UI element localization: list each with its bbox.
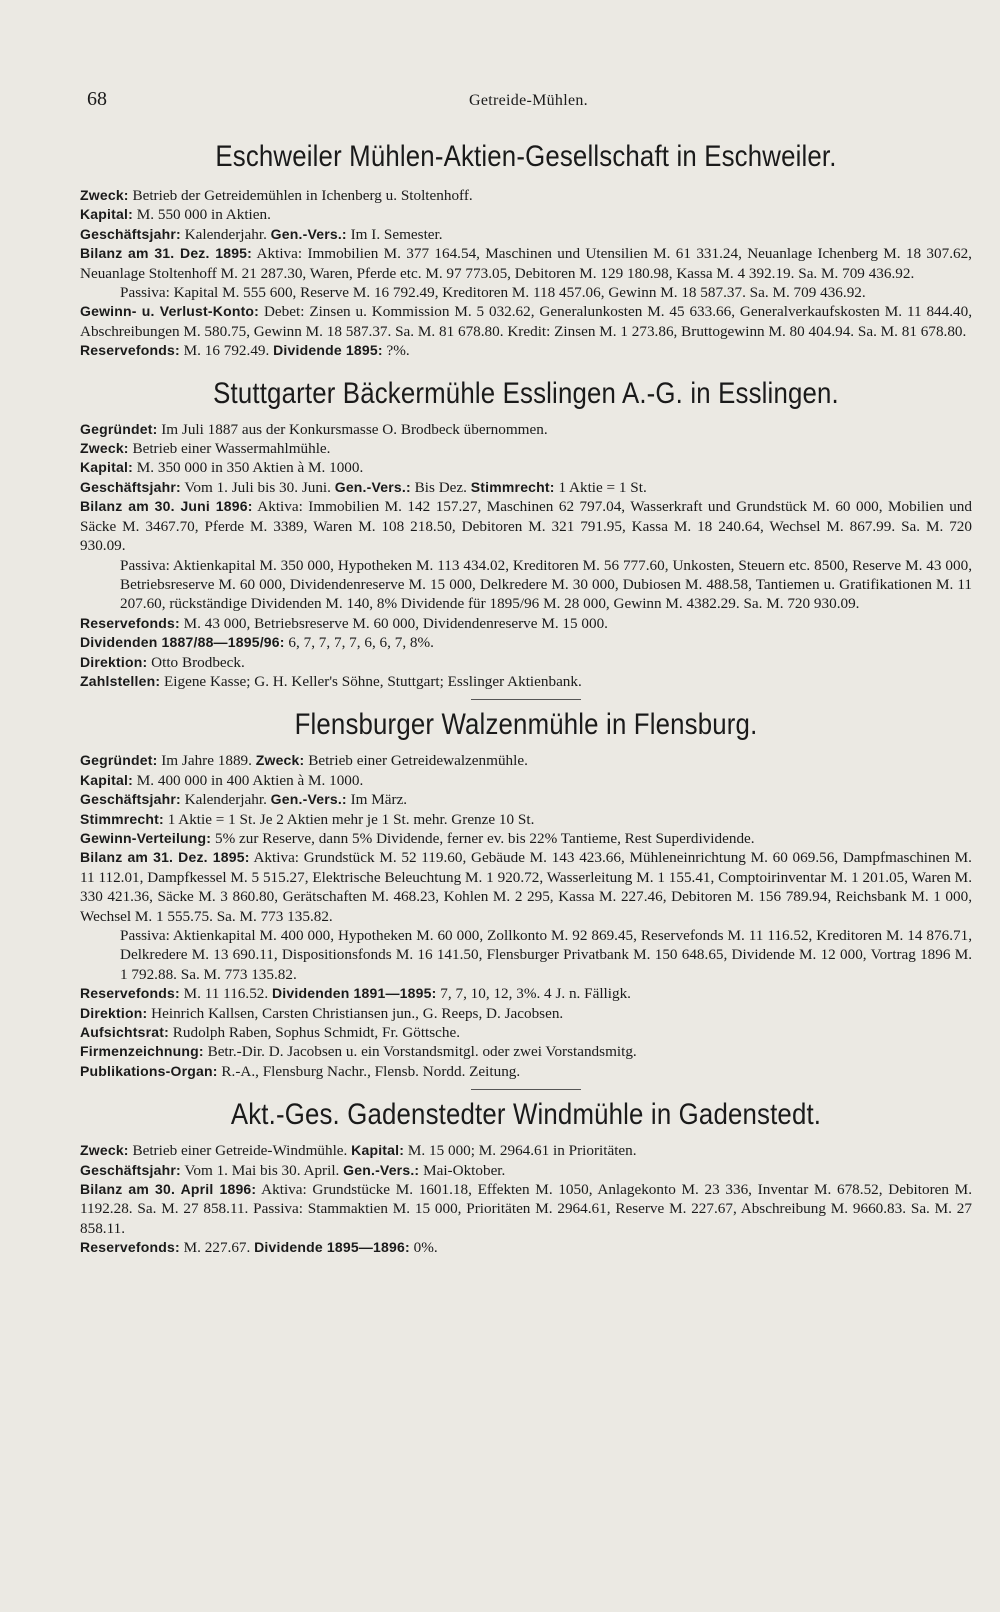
entry-bilanz-aktiva <box>80 497 972 555</box>
entry-text: Betrieb einer Getreide-Windmühle. <box>132 1142 348 1160</box>
entry-label: Gegründet: <box>80 420 158 437</box>
entry-label: Bilanz am 30. April 1896: <box>80 1181 257 1198</box>
entry-text: Passiva: Aktienkapital M. 350 000, Hypotheken M. 113 434.02, Kreditoren M. 56 777.60, Unkosten, Steuern etc. 8500, Reserve M. 43 000, Betriebsreserve M. 60 000, Dividendenreserve M. 15 000, Delkredere M. 30 000, Dubiosen M. 488.58, Tantiemen u. Gratifikationen M. 11 207.60, rückständige Dividenden M. 140, 8% Dividende für 1895/96 M. 28 000, Gewinn M. 4382.29. Sa. M. 720 930.09. <box>120 556 972 613</box>
entry-label: Stimmrecht: <box>80 810 164 827</box>
entry-reservefonds <box>80 1238 972 1257</box>
entry-text: Passiva: Kapital M. 555 600, Reserve M. 16 792.49, Kreditoren M. 118 457.06, Gewinn M. 18 587.37. Sa. M. 709 436.92. <box>120 284 866 302</box>
entry-aufsichtsrat <box>80 1023 972 1042</box>
entry-text: Aktiva: Grundstück M. 52 119.60, Gebäude M. 143 423.66, Mühleneinrichtung M. 60 069.56, Dampfmaschinen M. 11 112.01, Dampfkessel M. 5 515.27, Elektrische Beleuchtung M. 1 920.72, Wasserleitung M. 1 155.41, Comptoirinventar M. 1 201.05, Waren M. 330 421.36, Säcke M. 3 860.80, Gerätschaften M. 468.23, Kohlen M. 2 295, Kassa M. 227.46, Debitoren M. 156 789.94, Reichsbank M. 1 000, Wechsel M. 1 555.75. Sa. M. 773 135.82. <box>80 849 972 925</box>
entry-label: Kapital: <box>80 771 133 788</box>
entry-gewinn-verteilung <box>80 829 972 848</box>
entry-text: Betrieb der Getreidemühlen in Ichenberg u. Stoltenhoff. <box>132 187 473 204</box>
entry-label: Zweck: <box>80 187 129 203</box>
entry-text: Betr.-Dir. D. Jacobsen u. ein Vorstandsmitgl. oder zwei Vorstandsmitg. <box>207 1043 637 1061</box>
entry-label: Reservefonds: <box>80 342 180 359</box>
entry-text: Im Juli 1887 aus der Konkursmasse O. Brodbeck übernommen. <box>161 420 548 438</box>
company-title: Akt.-Ges. Gadenstedter Windmühle in Gadenstedt. <box>230 1098 822 1132</box>
entry-text: 0%. <box>413 1239 438 1257</box>
entry-geschaeftsjahr <box>80 1161 972 1180</box>
entry-label: Gen.-Vers.: <box>270 225 347 242</box>
entry-publikations-organ <box>80 1062 972 1081</box>
entry-label: Gegründet: <box>80 752 158 769</box>
entry-gewinn-verlust <box>80 302 972 341</box>
entry-text: Eigene Kasse; G. H. Keller's Söhne, Stuttgart; Esslinger Aktienbank. <box>164 672 582 690</box>
page-number: 68 <box>87 88 107 110</box>
company-title: Eschweiler Mühlen-Aktien-Gesellschaft in Eschweiler. <box>215 140 837 173</box>
entry-label: Direktion: <box>80 653 148 670</box>
entry-text: M. 227.67. <box>183 1239 251 1257</box>
entry-label: Bilanz am 30. Juni 1896: <box>80 498 253 515</box>
entry-label: Zahlstellen: <box>80 672 161 689</box>
entry-gegruendet <box>80 751 972 770</box>
entry-label: Direktion: <box>80 1004 148 1021</box>
entry-label: Kapital: <box>80 206 133 223</box>
section-divider <box>471 1089 581 1090</box>
entry-label: Geschäftsjahr: <box>80 478 181 495</box>
entry-text: Im I. Semester. <box>350 225 443 243</box>
entry-text: Mai-Oktober. <box>423 1161 506 1179</box>
entry-label: Gen.-Vers.: <box>334 478 411 495</box>
entry-bilanz-aktiva <box>80 244 972 283</box>
entry-text: M. 400 000 in 400 Aktien à M. 1000. <box>136 771 364 789</box>
entry-text: Vom 1. Mai bis 30. April. <box>184 1161 340 1179</box>
entry-label: Geschäftsjahr: <box>80 791 181 808</box>
entry-direktion <box>80 1004 972 1023</box>
entry-label: Firmenzeichnung: <box>80 1043 204 1060</box>
entry-text: Rudolph Raben, Sophus Schmidt, Fr. Göttsche. <box>172 1024 461 1042</box>
company-section-stuttgarter <box>80 377 972 692</box>
entry-text: Bis Dez. <box>414 478 467 496</box>
entry-label: Zweck: <box>255 752 305 769</box>
entry-reservefonds <box>80 984 972 1003</box>
entry-text: Kalenderjahr. <box>184 791 267 809</box>
entry-label: Dividende 1895—1896: <box>254 1239 410 1256</box>
entry-label: Reservefonds: <box>80 1239 180 1256</box>
entry-gegruendet <box>80 420 972 439</box>
entry-bilanz-passiva <box>80 283 972 302</box>
company-title: Flensburger Walzenmühle in Flensburg. <box>294 708 758 742</box>
entry-label: Gen.-Vers.: <box>270 791 347 808</box>
entry-text: M. 11 116.52. <box>183 985 269 1003</box>
entry-bilanz <box>80 1180 972 1238</box>
entry-zweck <box>80 1141 972 1160</box>
entry-label: Aufsichtsrat: <box>80 1024 169 1041</box>
running-title: Getreide-Mühlen. <box>469 92 588 109</box>
entry-label: Dividende 1895: <box>273 342 383 359</box>
entry-text: 6, 7, 7, 7, 7, 6, 6, 7, 8%. <box>288 634 434 652</box>
entry-text: M. 43 000, Betriebsreserve M. 60 000, Dividendenreserve M. 15 000. <box>183 614 608 632</box>
entry-text: Kalenderjahr. <box>184 225 267 243</box>
entry-text: M. 550 000 in Aktien. <box>136 206 271 224</box>
company-section-gadenstedter <box>80 1098 972 1257</box>
entry-label: Reservefonds: <box>80 614 180 631</box>
entry-text: R.-A., Flensburg Nachr., Flensb. Nordd. Zeitung. <box>221 1062 521 1080</box>
entry-label: Bilanz am 31. Dez. 1895: <box>80 849 250 866</box>
entry-text: M. 15 000; M. 2964.61 in Prioritäten. <box>407 1142 637 1160</box>
entry-text: Im Jahre 1889. <box>161 752 252 770</box>
entry-geschaeftsjahr <box>80 790 972 809</box>
entry-label: Gewinn-Verteilung: <box>80 829 212 846</box>
entry-label: Gewinn- u. Verlust-Konto: <box>80 303 260 320</box>
entry-reservefonds <box>80 614 972 633</box>
entry-kapital <box>80 205 972 224</box>
entry-text: M. 350 000 in 350 Aktien à M. 1000. <box>136 459 364 477</box>
entry-kapital <box>80 771 972 790</box>
company-title: Stuttgarter Bäckermühle Esslingen A.-G. in Esslingen. <box>213 376 839 410</box>
entry-label: Geschäftsjahr: <box>80 1161 181 1178</box>
entry-firmenzeichnung <box>80 1042 972 1061</box>
entry-text: Heinrich Kallsen, Carsten Christiansen jun., G. Reeps, D. Jacobsen. <box>151 1004 564 1022</box>
section-divider <box>471 699 581 700</box>
entry-text: 5% zur Reserve, dann 5% Dividende, ferner ev. bis 22% Tantieme, Rest Superdividende. <box>214 829 755 847</box>
entry-label: Gen.-Vers.: <box>343 1161 420 1178</box>
entry-text: Im März. <box>350 791 408 809</box>
entry-text: Otto Brodbeck. <box>151 653 245 671</box>
entry-text: 1 Aktie = 1 St. Je 2 Aktien mehr je 1 St. mehr. Grenze 10 St. <box>167 810 535 828</box>
entry-label: Stimmrecht: <box>470 478 555 495</box>
entry-geschaeftsjahr <box>80 225 972 244</box>
entry-text: Aktiva: Immobilien M. 142 157.27, Maschinen 62 797.04, Wasserkraft und Grundstück M. 60 000, Mobilien und Säcke M. 3467.70, Pferde M. 3389, Waren M. 108 218.50, Debitoren M. 321 791.95, Kassa M. 18 240.64, Wechsel M. 867.99. Sa. M. 720 930.09. <box>80 498 972 555</box>
entry-direktion <box>80 653 972 672</box>
company-section-flensburger <box>80 708 972 1081</box>
entry-label: Dividenden 1891—1895: <box>271 985 437 1002</box>
entry-zweck <box>80 186 972 205</box>
entry-text: Passiva: Aktienkapital M. 400 000, Hypotheken M. 60 000, Zollkonto M. 92 869.45, Reservefonds M. 11 116.52, Kreditoren M. 14 876.71, Delkredere M. 13 690.11, Dispositionsfonds M. 16 141.50, Flensburger Privatbank M. 150 648.65, Dividende M. 12 000, Vortrag 1896 M. 1 792.88. Sa. M. 773 135.82. <box>120 927 972 983</box>
entry-text: Betrieb einer Getreidewalzenmühle. <box>308 752 528 770</box>
entry-text: 1 Aktie = 1 St. <box>558 478 647 496</box>
entry-reservefonds <box>80 341 972 360</box>
entry-text: Debet: Zinsen u. Kommission M. 5 032.62, Generalunkosten M. 45 633.66, Generalverkaufskosten M. 11 844.40, Abschreibungen M. 580.75, Gewinn M. 18 587.37. Sa. M. 81 678.80. Kredit: Zinsen M. 1 273.86, Bruttogewinn M. 80 404.94. Sa. M. 81 678.80. <box>80 303 973 340</box>
entry-text: Betrieb einer Wassermahlmühle. <box>132 440 331 458</box>
entry-text: M. 16 792.49. <box>183 342 270 360</box>
entry-zahlstellen <box>80 672 972 691</box>
entry-zweck <box>80 439 972 458</box>
entry-label: Bilanz am 31. Dez. 1895: <box>80 245 253 262</box>
entry-label: Publikations-Organ: <box>80 1062 218 1079</box>
entry-geschaeftsjahr <box>80 478 972 497</box>
entry-label: Zweck: <box>80 1142 129 1159</box>
entry-label: Zweck: <box>80 440 129 457</box>
company-section-eschweiler <box>80 140 972 361</box>
page-header <box>80 80 972 110</box>
entry-label: Kapital: <box>351 1142 405 1159</box>
entry-stimmrecht <box>80 810 972 829</box>
entry-text: 7, 7, 10, 12, 3%. 4 J. n. Fälligk. <box>440 985 631 1003</box>
entry-dividenden <box>80 633 972 652</box>
entry-bilanz-passiva <box>80 926 972 984</box>
entry-text: ?%. <box>386 342 410 360</box>
entry-text: Aktiva: Immobilien M. 377 164.54, Maschinen und Utensilien M. 61 331.24, Neuanlage Ichenberg M. 18 307.62, Neuanlage Stoltenhoff M. 21 287.30, Waren, Pferde etc. M. 97 773.05, Debitoren M. 129 180.98, Kassa M. 4 392.19. Sa. M. 709 436.92. <box>80 245 972 282</box>
entry-label: Geschäftsjahr: <box>80 225 181 242</box>
entry-kapital <box>80 458 972 477</box>
entry-label: Reservefonds: <box>80 985 180 1002</box>
entry-text: Aktiva: Grundstücke M. 1601.18, Effekten M. 1050, Anlagekonto M. 23 336, Inventar M. 678.52, Debitoren M. 1192.28. Sa. M. 27 858.11. Passiva: Stammaktien M. 15 000, Prioritäten M. 2964.61, Reserve M. 227.67, Abschreibung M. 9660.83. Sa. M. 27 858.11. <box>80 1181 972 1237</box>
entry-bilanz-passiva <box>80 556 972 614</box>
entry-bilanz-aktiva <box>80 848 972 926</box>
entry-label: Kapital: <box>80 459 133 476</box>
entry-text: Vom 1. Juli bis 30. Juni. <box>184 478 331 496</box>
entry-label: Dividenden 1887/88—1895/96: <box>80 634 285 651</box>
